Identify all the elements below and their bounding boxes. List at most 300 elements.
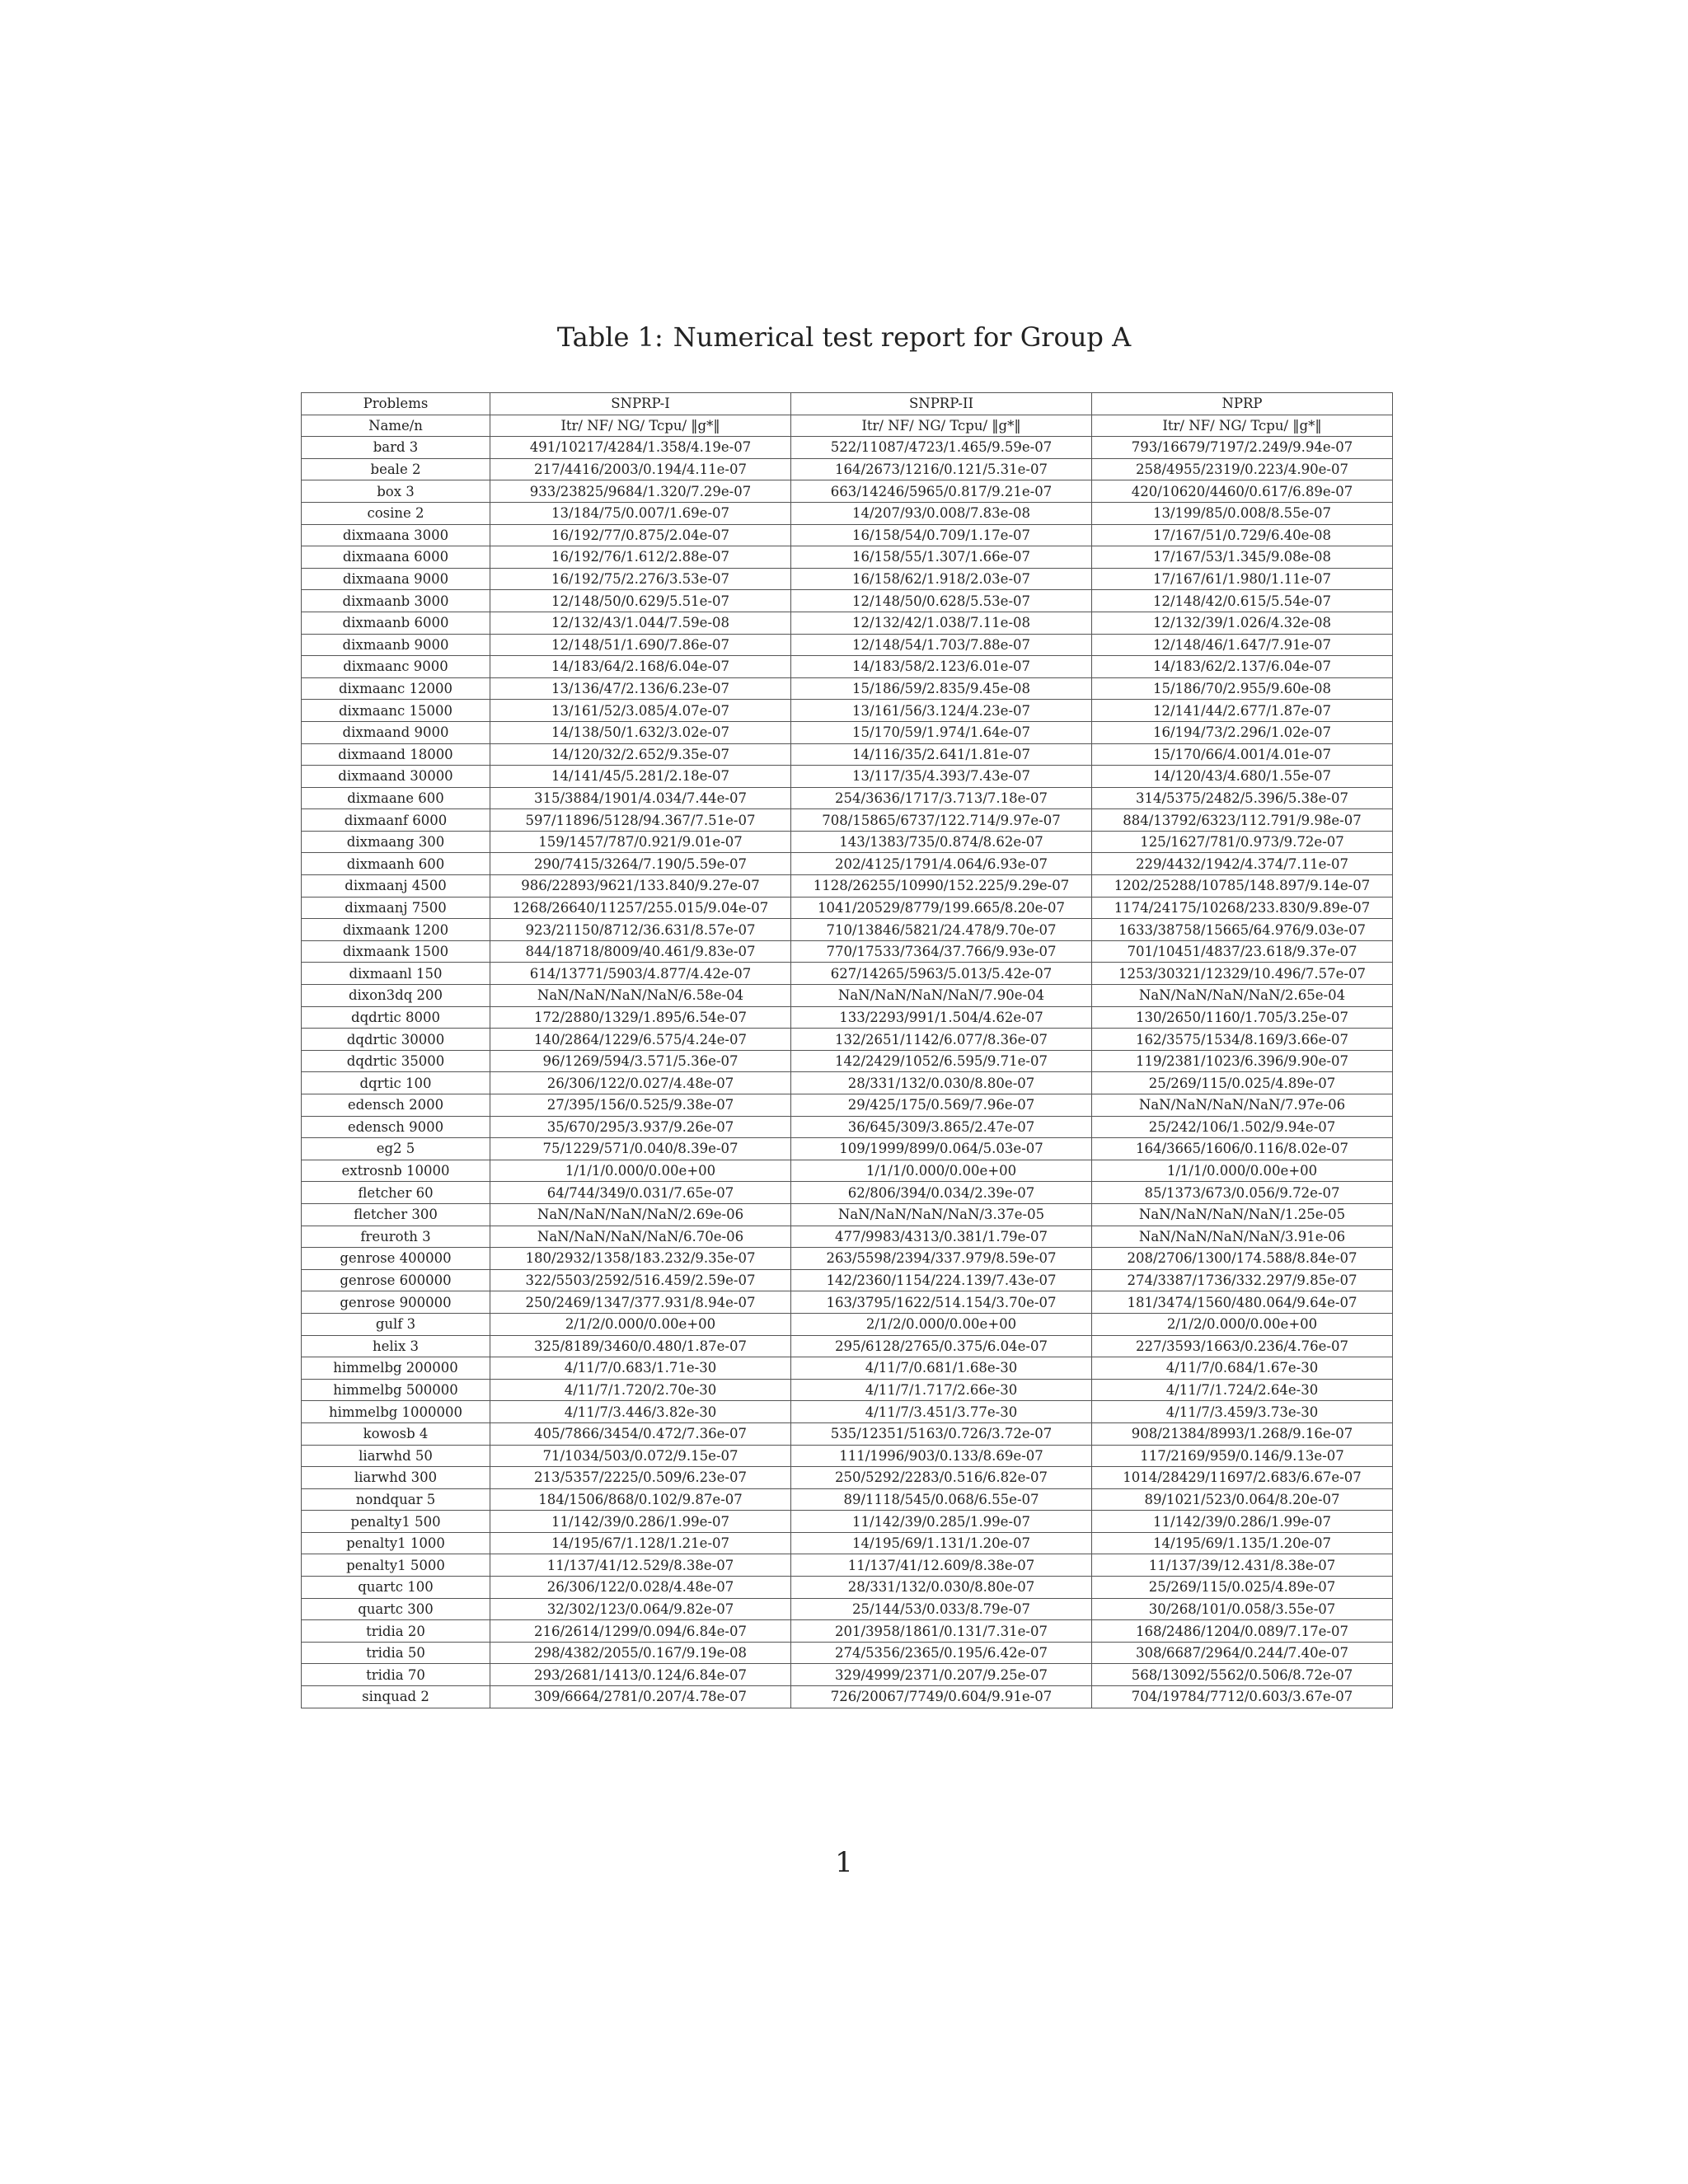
snprp-i-cell: 12/148/50/0.629/5.51e-07 — [490, 590, 791, 612]
snprp-i-cell: 13/161/52/3.085/4.07e-07 — [490, 700, 791, 722]
problem-name-cell: genrose 900000 — [302, 1291, 490, 1314]
problem-name-cell: dixmaanc 12000 — [302, 677, 490, 700]
snprp-i-cell: NaN/NaN/NaN/NaN/6.58e-04 — [490, 985, 791, 1007]
table-row — [302, 1554, 1393, 1577]
nprp-cell: 1253/30321/12329/10.496/7.57e-07 — [1092, 963, 1393, 985]
table-row — [302, 1620, 1393, 1643]
table-row — [302, 1401, 1393, 1423]
problem-name-cell: dixmaanb 3000 — [302, 590, 490, 612]
nprp-cell: 793/16679/7197/2.249/9.94e-07 — [1092, 437, 1393, 459]
nprp-cell: 908/21384/8993/1.268/9.16e-07 — [1092, 1422, 1393, 1445]
table-row — [302, 502, 1393, 524]
snprp-ii-cell: 36/645/309/3.865/2.47e-07 — [791, 1116, 1092, 1138]
snprp-i-cell: 14/183/64/2.168/6.04e-07 — [490, 656, 791, 678]
snprp-ii-cell: 201/3958/1861/0.131/7.31e-07 — [791, 1620, 1092, 1643]
snprp-ii-cell: 627/14265/5963/5.013/5.42e-07 — [791, 963, 1092, 985]
problem-name-cell: dixmaana 9000 — [302, 568, 490, 590]
nprp-cell: 11/142/39/0.286/1.99e-07 — [1092, 1511, 1393, 1533]
snprp-ii-cell: 142/2360/1154/224.139/7.43e-07 — [791, 1269, 1092, 1291]
header-name-n: Name/n — [302, 415, 490, 437]
table-row — [302, 1094, 1393, 1117]
table-row — [302, 437, 1393, 459]
table-row — [302, 1116, 1393, 1138]
snprp-i-cell: 315/3884/1901/4.034/7.44e-07 — [490, 787, 791, 809]
snprp-i-cell: 844/18718/8009/40.461/9.83e-07 — [490, 940, 791, 963]
table-row — [302, 940, 1393, 963]
snprp-i-cell: 14/141/45/5.281/2.18e-07 — [490, 766, 791, 788]
snprp-i-cell: 11/137/41/12.529/8.38e-07 — [490, 1554, 791, 1577]
snprp-i-cell: 172/2880/1329/1.895/6.54e-07 — [490, 1006, 791, 1029]
snprp-i-cell: 614/13771/5903/4.877/4.42e-07 — [490, 963, 791, 985]
nprp-cell: 1/1/1/0.000/0.00e+00 — [1092, 1160, 1393, 1182]
problem-name-cell: himmelbg 200000 — [302, 1357, 490, 1380]
nprp-cell: 420/10620/4460/0.617/6.89e-07 — [1092, 480, 1393, 503]
snprp-ii-cell: 770/17533/7364/37.766/9.93e-07 — [791, 940, 1092, 963]
snprp-ii-cell: 250/5292/2283/0.516/6.82e-07 — [791, 1467, 1092, 1489]
numerical-test-table — [301, 392, 1393, 1708]
nprp-cell: 162/3575/1534/8.169/3.66e-07 — [1092, 1029, 1393, 1051]
problem-name-cell: kowosb 4 — [302, 1422, 490, 1445]
header-snprp-ii: SNPRP-II — [791, 393, 1092, 415]
problem-name-cell: quartc 300 — [302, 1598, 490, 1620]
snprp-ii-cell: 164/2673/1216/0.121/5.31e-07 — [791, 458, 1092, 480]
nprp-cell: 14/195/69/1.135/1.20e-07 — [1092, 1532, 1393, 1554]
snprp-i-cell: 140/2864/1229/6.575/4.24e-07 — [490, 1029, 791, 1051]
snprp-i-cell: 213/5357/2225/0.509/6.23e-07 — [490, 1467, 791, 1489]
problem-name-cell: edensch 9000 — [302, 1116, 490, 1138]
nprp-cell: 17/167/51/0.729/6.40e-08 — [1092, 524, 1393, 546]
snprp-i-cell: 290/7415/3264/7.190/5.59e-07 — [490, 853, 791, 875]
nprp-cell: 4/11/7/3.459/3.73e-30 — [1092, 1401, 1393, 1423]
table-row — [302, 1445, 1393, 1467]
table-row — [302, 985, 1393, 1007]
snprp-ii-cell: 477/9983/4313/0.381/1.79e-07 — [791, 1226, 1092, 1248]
snprp-ii-cell: 15/170/59/1.974/1.64e-07 — [791, 721, 1092, 743]
nprp-cell: 164/3665/1606/0.116/8.02e-07 — [1092, 1138, 1393, 1160]
nprp-cell: 1014/28429/11697/2.683/6.67e-07 — [1092, 1467, 1393, 1489]
table-row — [302, 1511, 1393, 1533]
snprp-i-cell: 293/2681/1413/0.124/6.84e-07 — [490, 1664, 791, 1686]
snprp-ii-cell: 4/11/7/3.451/3.77e-30 — [791, 1401, 1092, 1423]
table-row — [302, 1269, 1393, 1291]
problem-name-cell: dixmaane 600 — [302, 787, 490, 809]
table-row — [302, 590, 1393, 612]
snprp-ii-cell: 2/1/2/0.000/0.00e+00 — [791, 1313, 1092, 1335]
nprp-cell: 258/4955/2319/0.223/4.90e-07 — [1092, 458, 1393, 480]
table-row — [302, 1686, 1393, 1708]
nprp-cell: 11/137/39/12.431/8.38e-07 — [1092, 1554, 1393, 1577]
snprp-ii-cell: 535/12351/5163/0.726/3.72e-07 — [791, 1422, 1092, 1445]
problem-name-cell: freuroth 3 — [302, 1226, 490, 1248]
problem-name-cell: sinquad 2 — [302, 1686, 490, 1708]
nprp-cell: 12/132/39/1.026/4.32e-08 — [1092, 612, 1393, 634]
problem-name-cell: fletcher 60 — [302, 1182, 490, 1204]
snprp-ii-cell: 708/15865/6737/122.714/9.97e-07 — [791, 809, 1092, 832]
snprp-ii-cell: 12/148/50/0.628/5.53e-07 — [791, 590, 1092, 612]
snprp-i-cell: 96/1269/594/3.571/5.36e-07 — [490, 1050, 791, 1072]
nprp-cell: 12/148/42/0.615/5.54e-07 — [1092, 590, 1393, 612]
snprp-ii-cell: 12/148/54/1.703/7.88e-07 — [791, 634, 1092, 656]
table-row — [302, 1050, 1393, 1072]
snprp-i-cell: 491/10217/4284/1.358/4.19e-07 — [490, 437, 791, 459]
nprp-cell: 85/1373/673/0.056/9.72e-07 — [1092, 1182, 1393, 1204]
snprp-ii-cell: 133/2293/991/1.504/4.62e-07 — [791, 1006, 1092, 1029]
table-row — [302, 897, 1393, 919]
snprp-ii-cell: 109/1999/899/0.064/5.03e-07 — [791, 1138, 1092, 1160]
table-row — [302, 809, 1393, 832]
header-metrics-snprp-ii: Itr/ NF/ NG/ Tcpu/ ‖g*‖ — [791, 415, 1092, 437]
snprp-ii-cell: NaN/NaN/NaN/NaN/7.90e-04 — [791, 985, 1092, 1007]
snprp-ii-cell: 16/158/55/1.307/1.66e-07 — [791, 546, 1092, 569]
problem-name-cell: dixmaanj 4500 — [302, 875, 490, 898]
table-caption — [0, 321, 1688, 353]
snprp-i-cell: 14/120/32/2.652/9.35e-07 — [490, 743, 791, 766]
nprp-cell: NaN/NaN/NaN/NaN/3.91e-06 — [1092, 1226, 1393, 1248]
table-row — [302, 1138, 1393, 1160]
snprp-ii-cell: 202/4125/1791/4.064/6.93e-07 — [791, 853, 1092, 875]
table-row — [302, 458, 1393, 480]
snprp-i-cell: 71/1034/503/0.072/9.15e-07 — [490, 1445, 791, 1467]
nprp-cell: 229/4432/1942/4.374/7.11e-07 — [1092, 853, 1393, 875]
table-row — [302, 700, 1393, 722]
table-row — [302, 1291, 1393, 1314]
snprp-ii-cell: 263/5598/2394/337.979/8.59e-07 — [791, 1248, 1092, 1270]
nprp-cell: 14/120/43/4.680/1.55e-07 — [1092, 766, 1393, 788]
table-row — [302, 677, 1393, 700]
table-row — [302, 1488, 1393, 1511]
table-row — [302, 1577, 1393, 1599]
table-header-row-metrics — [302, 415, 1393, 437]
nprp-cell: 227/3593/1663/0.236/4.76e-07 — [1092, 1335, 1393, 1357]
table-row — [302, 875, 1393, 898]
snprp-i-cell: 35/670/295/3.937/9.26e-07 — [490, 1116, 791, 1138]
nprp-cell: 14/183/62/2.137/6.04e-07 — [1092, 656, 1393, 678]
snprp-ii-cell: 4/11/7/1.717/2.66e-30 — [791, 1379, 1092, 1401]
problem-name-cell: edensch 2000 — [302, 1094, 490, 1117]
problem-name-cell: liarwhd 300 — [302, 1467, 490, 1489]
snprp-i-cell: 14/138/50/1.632/3.02e-07 — [490, 721, 791, 743]
nprp-cell: 25/269/115/0.025/4.89e-07 — [1092, 1072, 1393, 1094]
problem-name-cell: dixmaank 1500 — [302, 940, 490, 963]
snprp-ii-cell: 14/183/58/2.123/6.01e-07 — [791, 656, 1092, 678]
nprp-cell: 208/2706/1300/174.588/8.84e-07 — [1092, 1248, 1393, 1270]
snprp-ii-cell: 1128/26255/10990/152.225/9.29e-07 — [791, 875, 1092, 898]
snprp-ii-cell: 254/3636/1717/3.713/7.18e-07 — [791, 787, 1092, 809]
header-problems: Problems — [302, 393, 490, 415]
table-row — [302, 1160, 1393, 1182]
problem-name-cell: helix 3 — [302, 1335, 490, 1357]
snprp-ii-cell: 710/13846/5821/24.478/9.70e-07 — [791, 919, 1092, 941]
nprp-cell: NaN/NaN/NaN/NaN/2.65e-04 — [1092, 985, 1393, 1007]
problem-name-cell: dixmaanc 15000 — [302, 700, 490, 722]
table-row — [302, 766, 1393, 788]
problem-name-cell: himmelbg 500000 — [302, 1379, 490, 1401]
problem-name-cell: tridia 20 — [302, 1620, 490, 1643]
snprp-ii-cell: 143/1383/735/0.874/8.62e-07 — [791, 831, 1092, 853]
snprp-i-cell: 1/1/1/0.000/0.00e+00 — [490, 1160, 791, 1182]
snprp-ii-cell: 15/186/59/2.835/9.45e-08 — [791, 677, 1092, 700]
nprp-cell: 568/13092/5562/0.506/8.72e-07 — [1092, 1664, 1393, 1686]
snprp-ii-cell: 14/195/69/1.131/1.20e-07 — [791, 1532, 1092, 1554]
snprp-ii-cell: 11/142/39/0.285/1.99e-07 — [791, 1511, 1092, 1533]
problem-name-cell: nondquar 5 — [302, 1488, 490, 1511]
snprp-ii-cell: 89/1118/545/0.068/6.55e-07 — [791, 1488, 1092, 1511]
nprp-cell: 4/11/7/1.724/2.64e-30 — [1092, 1379, 1393, 1401]
problem-name-cell: dixon3dq 200 — [302, 985, 490, 1007]
snprp-i-cell: 159/1457/787/0.921/9.01e-07 — [490, 831, 791, 853]
snprp-i-cell: NaN/NaN/NaN/NaN/6.70e-06 — [490, 1226, 791, 1248]
snprp-i-cell: 26/306/122/0.028/4.48e-07 — [490, 1577, 791, 1599]
nprp-cell: 314/5375/2482/5.396/5.38e-07 — [1092, 787, 1393, 809]
snprp-i-cell: 27/395/156/0.525/9.38e-07 — [490, 1094, 791, 1117]
table-row — [302, 1379, 1393, 1401]
snprp-ii-cell: 11/137/41/12.609/8.38e-07 — [791, 1554, 1092, 1577]
problem-name-cell: dqrtic 100 — [302, 1072, 490, 1094]
snprp-ii-cell: 274/5356/2365/0.195/6.42e-07 — [791, 1642, 1092, 1664]
problem-name-cell: dixmaanc 9000 — [302, 656, 490, 678]
snprp-i-cell: 1268/26640/11257/255.015/9.04e-07 — [490, 897, 791, 919]
table-row — [302, 1422, 1393, 1445]
nprp-cell: NaN/NaN/NaN/NaN/1.25e-05 — [1092, 1203, 1393, 1226]
problem-name-cell: fletcher 300 — [302, 1203, 490, 1226]
snprp-ii-cell: NaN/NaN/NaN/NaN/3.37e-05 — [791, 1203, 1092, 1226]
table-row — [302, 480, 1393, 503]
nprp-cell: 25/269/115/0.025/4.89e-07 — [1092, 1577, 1393, 1599]
nprp-cell: NaN/NaN/NaN/NaN/7.97e-06 — [1092, 1094, 1393, 1117]
nprp-cell: 13/199/85/0.008/8.55e-07 — [1092, 502, 1393, 524]
snprp-i-cell: 16/192/75/2.276/3.53e-07 — [490, 568, 791, 590]
snprp-i-cell: 986/22893/9621/133.840/9.27e-07 — [490, 875, 791, 898]
problem-name-cell: dqdrtic 30000 — [302, 1029, 490, 1051]
table-row — [302, 1203, 1393, 1226]
problem-name-cell: dixmaang 300 — [302, 831, 490, 853]
snprp-i-cell: 217/4416/2003/0.194/4.11e-07 — [490, 458, 791, 480]
table-row — [302, 963, 1393, 985]
snprp-i-cell: 12/148/51/1.690/7.86e-07 — [490, 634, 791, 656]
snprp-i-cell: 12/132/43/1.044/7.59e-08 — [490, 612, 791, 634]
snprp-ii-cell: 14/116/35/2.641/1.81e-07 — [791, 743, 1092, 766]
nprp-cell: 1633/38758/15665/64.976/9.03e-07 — [1092, 919, 1393, 941]
snprp-i-cell: 309/6664/2781/0.207/4.78e-07 — [490, 1686, 791, 1708]
nprp-cell: 4/11/7/0.684/1.67e-30 — [1092, 1357, 1393, 1380]
snprp-ii-cell: 132/2651/1142/6.077/8.36e-07 — [791, 1029, 1092, 1051]
header-nprp: NPRP — [1092, 393, 1393, 415]
snprp-ii-cell: 12/132/42/1.038/7.11e-08 — [791, 612, 1092, 634]
problem-name-cell: genrose 400000 — [302, 1248, 490, 1270]
snprp-i-cell: 13/136/47/2.136/6.23e-07 — [490, 677, 791, 700]
table-row — [302, 1029, 1393, 1051]
nprp-cell: 25/242/106/1.502/9.94e-07 — [1092, 1116, 1393, 1138]
table-row — [302, 524, 1393, 546]
table-row — [302, 1357, 1393, 1380]
table-row — [302, 568, 1393, 590]
problem-name-cell: tridia 70 — [302, 1664, 490, 1686]
nprp-cell: 884/13792/6323/112.791/9.98e-07 — [1092, 809, 1393, 832]
table-row — [302, 1226, 1393, 1248]
table-row — [302, 1182, 1393, 1204]
problem-name-cell: dixmaana 6000 — [302, 546, 490, 569]
table-row — [302, 1072, 1393, 1094]
snprp-i-cell: 64/744/349/0.031/7.65e-07 — [490, 1182, 791, 1204]
snprp-ii-cell: 163/3795/1622/514.154/3.70e-07 — [791, 1291, 1092, 1314]
snprp-ii-cell: 16/158/54/0.709/1.17e-07 — [791, 524, 1092, 546]
nprp-cell: 125/1627/781/0.973/9.72e-07 — [1092, 831, 1393, 853]
snprp-i-cell: 597/11896/5128/94.367/7.51e-07 — [490, 809, 791, 832]
nprp-cell: 701/10451/4837/23.618/9.37e-07 — [1092, 940, 1393, 963]
snprp-ii-cell: 663/14246/5965/0.817/9.21e-07 — [791, 480, 1092, 503]
table-row — [302, 919, 1393, 941]
table-row — [302, 853, 1393, 875]
table-row — [302, 1248, 1393, 1270]
problem-name-cell: dixmaand 30000 — [302, 766, 490, 788]
table-row — [302, 787, 1393, 809]
problem-name-cell: extrosnb 10000 — [302, 1160, 490, 1182]
table-row — [302, 1006, 1393, 1029]
snprp-i-cell: 933/23825/9684/1.320/7.29e-07 — [490, 480, 791, 503]
snprp-ii-cell: 522/11087/4723/1.465/9.59e-07 — [791, 437, 1092, 459]
table-row — [302, 1335, 1393, 1357]
problem-name-cell: dixmaanb 9000 — [302, 634, 490, 656]
snprp-i-cell: 16/192/76/1.612/2.88e-07 — [490, 546, 791, 569]
problem-name-cell: dixmaanh 600 — [302, 853, 490, 875]
snprp-ii-cell: 111/1996/903/0.133/8.69e-07 — [791, 1445, 1092, 1467]
header-snprp-i: SNPRP-I — [490, 393, 791, 415]
problem-name-cell: penalty1 500 — [302, 1511, 490, 1533]
table-header-row-methods — [302, 393, 1393, 415]
nprp-cell: 12/148/46/1.647/7.91e-07 — [1092, 634, 1393, 656]
table-row — [302, 1467, 1393, 1489]
snprp-i-cell: 11/142/39/0.286/1.99e-07 — [490, 1511, 791, 1533]
table-row — [302, 1664, 1393, 1686]
snprp-ii-cell: 14/207/93/0.008/7.83e-08 — [791, 502, 1092, 524]
table-caption-text: Numerical test report for Group A — [673, 321, 1132, 353]
snprp-i-cell: 75/1229/571/0.040/8.39e-07 — [490, 1138, 791, 1160]
nprp-cell: 1202/25288/10785/148.897/9.14e-07 — [1092, 875, 1393, 898]
snprp-ii-cell: 28/331/132/0.030/8.80e-07 — [791, 1072, 1092, 1094]
problem-name-cell: quartc 100 — [302, 1577, 490, 1599]
problem-name-cell: dixmaand 18000 — [302, 743, 490, 766]
problem-name-cell: dixmaank 1200 — [302, 919, 490, 941]
snprp-i-cell: 13/184/75/0.007/1.69e-07 — [490, 502, 791, 524]
nprp-cell: 308/6687/2964/0.244/7.40e-07 — [1092, 1642, 1393, 1664]
nprp-cell: 117/2169/959/0.146/9.13e-07 — [1092, 1445, 1393, 1467]
snprp-ii-cell: 62/806/394/0.034/2.39e-07 — [791, 1182, 1092, 1204]
snprp-i-cell: 26/306/122/0.027/4.48e-07 — [490, 1072, 791, 1094]
snprp-i-cell: NaN/NaN/NaN/NaN/2.69e-06 — [490, 1203, 791, 1226]
table-row — [302, 546, 1393, 569]
problem-name-cell: box 3 — [302, 480, 490, 503]
header-metrics-nprp: Itr/ NF/ NG/ Tcpu/ ‖g*‖ — [1092, 415, 1393, 437]
snprp-i-cell: 298/4382/2055/0.167/9.19e-08 — [490, 1642, 791, 1664]
snprp-i-cell: 16/192/77/0.875/2.04e-07 — [490, 524, 791, 546]
snprp-i-cell: 4/11/7/3.446/3.82e-30 — [490, 1401, 791, 1423]
nprp-cell: 704/19784/7712/0.603/3.67e-07 — [1092, 1686, 1393, 1708]
problem-name-cell: penalty1 1000 — [302, 1532, 490, 1554]
table-row — [302, 1313, 1393, 1335]
snprp-i-cell: 216/2614/1299/0.094/6.84e-07 — [490, 1620, 791, 1643]
problem-name-cell: dixmaanf 6000 — [302, 809, 490, 832]
problem-name-cell: penalty1 5000 — [302, 1554, 490, 1577]
snprp-i-cell: 923/21150/8712/36.631/8.57e-07 — [490, 919, 791, 941]
problem-name-cell: dixmaanb 6000 — [302, 612, 490, 634]
problem-name-cell: tridia 50 — [302, 1642, 490, 1664]
problem-name-cell: dqdrtic 8000 — [302, 1006, 490, 1029]
page-number: 1 — [835, 1846, 853, 1879]
table-row — [302, 743, 1393, 766]
snprp-i-cell: 4/11/7/1.720/2.70e-30 — [490, 1379, 791, 1401]
snprp-ii-cell: 28/331/132/0.030/8.80e-07 — [791, 1577, 1092, 1599]
nprp-cell: 16/194/73/2.296/1.02e-07 — [1092, 721, 1393, 743]
table-row — [302, 1642, 1393, 1664]
snprp-ii-cell: 25/144/53/0.033/8.79e-07 — [791, 1598, 1092, 1620]
snprp-i-cell: 2/1/2/0.000/0.00e+00 — [490, 1313, 791, 1335]
snprp-ii-cell: 13/117/35/4.393/7.43e-07 — [791, 766, 1092, 788]
problem-name-cell: gulf 3 — [302, 1313, 490, 1335]
problem-name-cell: liarwhd 50 — [302, 1445, 490, 1467]
nprp-cell: 15/186/70/2.955/9.60e-08 — [1092, 677, 1393, 700]
problem-name-cell: eg2 5 — [302, 1138, 490, 1160]
nprp-cell: 168/2486/1204/0.089/7.17e-07 — [1092, 1620, 1393, 1643]
problem-name-cell: himmelbg 1000000 — [302, 1401, 490, 1423]
nprp-cell: 15/170/66/4.001/4.01e-07 — [1092, 743, 1393, 766]
snprp-ii-cell: 29/425/175/0.569/7.96e-07 — [791, 1094, 1092, 1117]
snprp-i-cell: 180/2932/1358/183.232/9.35e-07 — [490, 1248, 791, 1270]
nprp-cell: 17/167/53/1.345/9.08e-08 — [1092, 546, 1393, 569]
nprp-cell: 2/1/2/0.000/0.00e+00 — [1092, 1313, 1393, 1335]
nprp-cell: 12/141/44/2.677/1.87e-07 — [1092, 700, 1393, 722]
snprp-i-cell: 184/1506/868/0.102/9.87e-07 — [490, 1488, 791, 1511]
snprp-i-cell: 14/195/67/1.128/1.21e-07 — [490, 1532, 791, 1554]
snprp-ii-cell: 4/11/7/0.681/1.68e-30 — [791, 1357, 1092, 1380]
snprp-i-cell: 322/5503/2592/516.459/2.59e-07 — [490, 1269, 791, 1291]
nprp-cell: 1174/24175/10268/233.830/9.89e-07 — [1092, 897, 1393, 919]
snprp-ii-cell: 295/6128/2765/0.375/6.04e-07 — [791, 1335, 1092, 1357]
problem-name-cell: genrose 600000 — [302, 1269, 490, 1291]
problem-name-cell: dixmaanl 150 — [302, 963, 490, 985]
nprp-cell: 274/3387/1736/332.297/9.85e-07 — [1092, 1269, 1393, 1291]
snprp-ii-cell: 726/20067/7749/0.604/9.91e-07 — [791, 1686, 1092, 1708]
table-row — [302, 831, 1393, 853]
problem-name-cell: dixmaana 3000 — [302, 524, 490, 546]
header-metrics-snprp-i: Itr/ NF/ NG/ Tcpu/ ‖g*‖ — [490, 415, 791, 437]
snprp-ii-cell: 16/158/62/1.918/2.03e-07 — [791, 568, 1092, 590]
nprp-cell: 130/2650/1160/1.705/3.25e-07 — [1092, 1006, 1393, 1029]
problem-name-cell: beale 2 — [302, 458, 490, 480]
snprp-ii-cell: 142/2429/1052/6.595/9.71e-07 — [791, 1050, 1092, 1072]
problem-name-cell: dixmaand 9000 — [302, 721, 490, 743]
table-row — [302, 612, 1393, 634]
snprp-i-cell: 325/8189/3460/0.480/1.87e-07 — [490, 1335, 791, 1357]
table-body — [302, 437, 1393, 1708]
table-caption-label: Table 1: — [556, 321, 663, 353]
snprp-ii-cell: 1/1/1/0.000/0.00e+00 — [791, 1160, 1092, 1182]
snprp-i-cell: 32/302/123/0.064/9.82e-07 — [490, 1598, 791, 1620]
table-row — [302, 656, 1393, 678]
nprp-cell: 89/1021/523/0.064/8.20e-07 — [1092, 1488, 1393, 1511]
table-row — [302, 1532, 1393, 1554]
problem-name-cell: bard 3 — [302, 437, 490, 459]
snprp-ii-cell: 13/161/56/3.124/4.23e-07 — [791, 700, 1092, 722]
table-row — [302, 1598, 1393, 1620]
nprp-cell: 119/2381/1023/6.396/9.90e-07 — [1092, 1050, 1393, 1072]
problem-name-cell: cosine 2 — [302, 502, 490, 524]
table-row — [302, 634, 1393, 656]
snprp-ii-cell: 329/4999/2371/0.207/9.25e-07 — [791, 1664, 1092, 1686]
problem-name-cell: dqdrtic 35000 — [302, 1050, 490, 1072]
snprp-i-cell: 250/2469/1347/377.931/8.94e-07 — [490, 1291, 791, 1314]
nprp-cell: 30/268/101/0.058/3.55e-07 — [1092, 1598, 1393, 1620]
snprp-i-cell: 4/11/7/0.683/1.71e-30 — [490, 1357, 791, 1380]
